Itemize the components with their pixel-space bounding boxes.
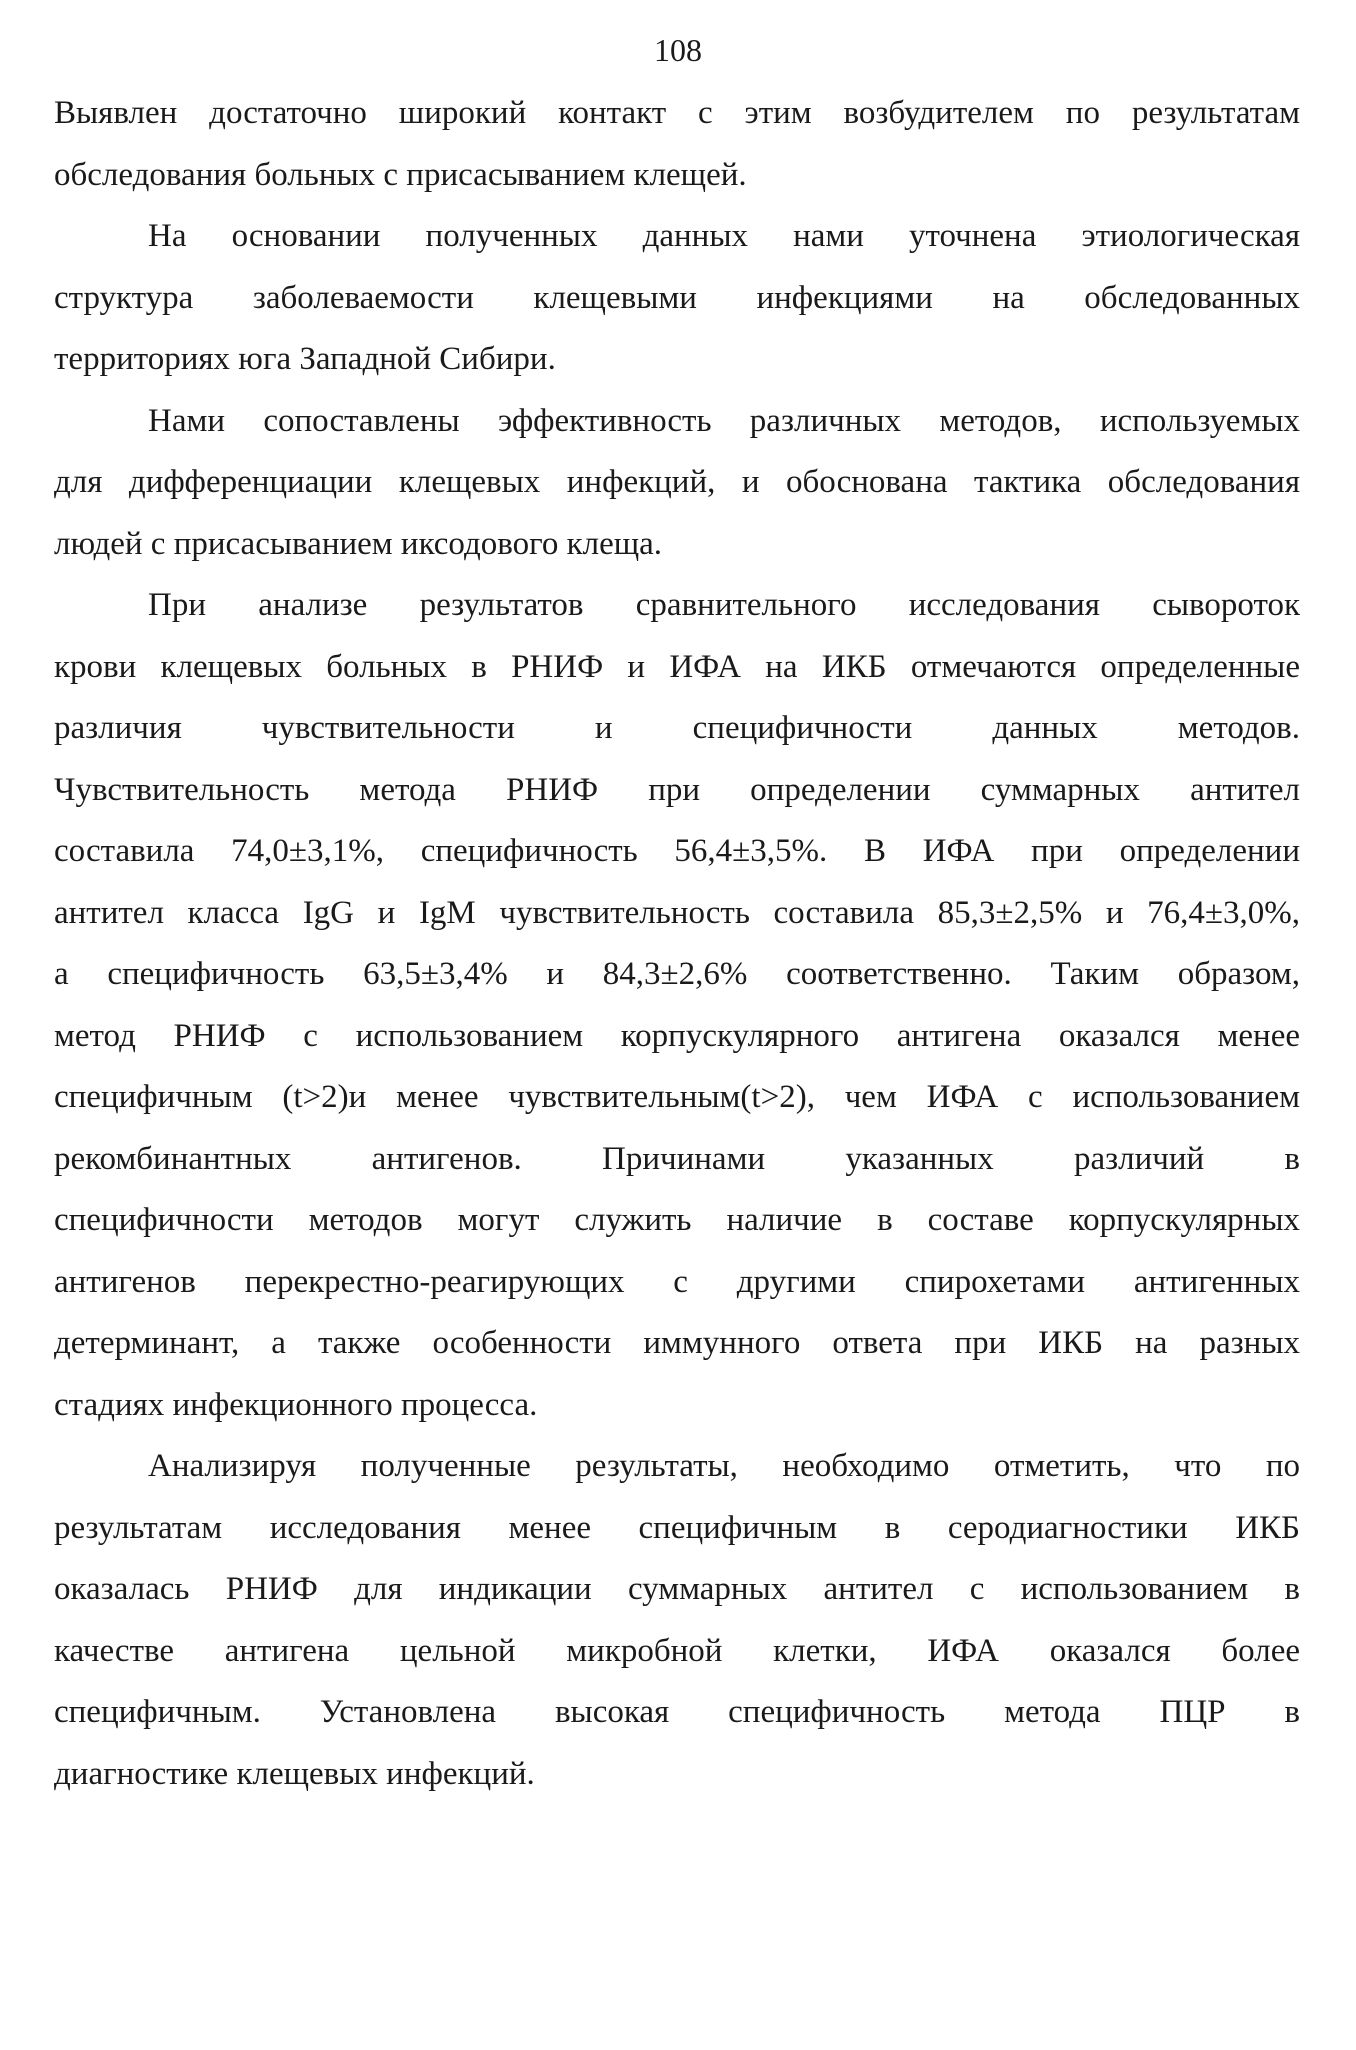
text-line: Выявлен достаточно широкий контакт с этим возбудителем по результатам (54, 95, 1300, 131)
text-line: структура заболеваемости клещевыми инфекциями на обследованных (54, 279, 1300, 316)
text-line: людей с присасыванием иксодового клеща. (54, 525, 663, 562)
text-line: результатам исследования менее специфичным в серодиагностики ИКБ (54, 1509, 1300, 1546)
text-line: Анализируя полученные результаты, необходимо отметить, что по (148, 1448, 1300, 1484)
paragraph-3 (54, 391, 1300, 576)
text-line: антител класса IgG и IgM чувствительность составила 85,3±2,5% и 76,4±3,0%, (54, 894, 1300, 931)
paragraph-4 (54, 575, 1300, 1436)
text-line: качестве антигена цельной микробной клетки, ИФА оказался более (54, 1632, 1300, 1669)
paragraph-1 (54, 83, 1300, 206)
paragraph-5 (54, 1436, 1300, 1805)
text-line: обследования больных с присасыванием клещей. (54, 156, 747, 193)
text-line: детерминант, а также особенности иммунного ответа при ИКБ на разных (54, 1325, 1300, 1361)
text-line: метод РНИФ с использованием корпускулярного антигена оказался менее (54, 1017, 1300, 1054)
paragraph-2 (54, 206, 1300, 391)
text-line: антигенов перекрестно-реагирующих с другими спирохетами антигенных (54, 1263, 1300, 1300)
text-line: для дифференциации клещевых инфекций, и обоснована тактика обследования (54, 464, 1300, 500)
text-line: составила 74,0±3,1%, специфичность 56,4±3,5%. В ИФА при определении (54, 833, 1300, 869)
page-number: 108 (654, 32, 702, 68)
text-line: крови клещевых больных в РНИФ и ИФА на ИКБ отмечаются определенные (54, 648, 1300, 685)
text-line: специфичности методов могут служить наличие в составе корпускулярных (54, 1202, 1300, 1238)
text-line: специфичным (t>2)и менее чувствительным(t>2), чем ИФА с использованием (54, 1079, 1300, 1115)
text-line: На основании полученных данных нами уточнена этиологическая (148, 218, 1300, 254)
text-line: Чувствительность метода РНИФ при определении суммарных антител (54, 771, 1300, 808)
text-line: специфичным. Установлена высокая специфичность метода ПЦР в (54, 1694, 1300, 1730)
text-line: стадиях инфекционного процесса. (54, 1386, 538, 1423)
text-line: оказалась РНИФ для индикации суммарных антител с использованием в (54, 1571, 1300, 1607)
text-line: а специфичность 63,5±3,4% и 84,3±2,6% соответственно. Таким образом, (54, 956, 1300, 992)
text-line: различия чувствительности и специфичности данных методов. (54, 710, 1300, 746)
body-text (54, 83, 1300, 1805)
text-line: территориях юга Западной Сибири. (54, 341, 556, 377)
text-line: рекомбинантных антигенов. Причинами указанных различий в (54, 1140, 1300, 1177)
text-line: При анализе результатов сравнительного исследования сывороток (148, 587, 1300, 623)
text-line: Нами сопоставлены эффективность различных методов, используемых (148, 402, 1300, 439)
text-line: диагностике клещевых инфекций. (54, 1755, 535, 1792)
